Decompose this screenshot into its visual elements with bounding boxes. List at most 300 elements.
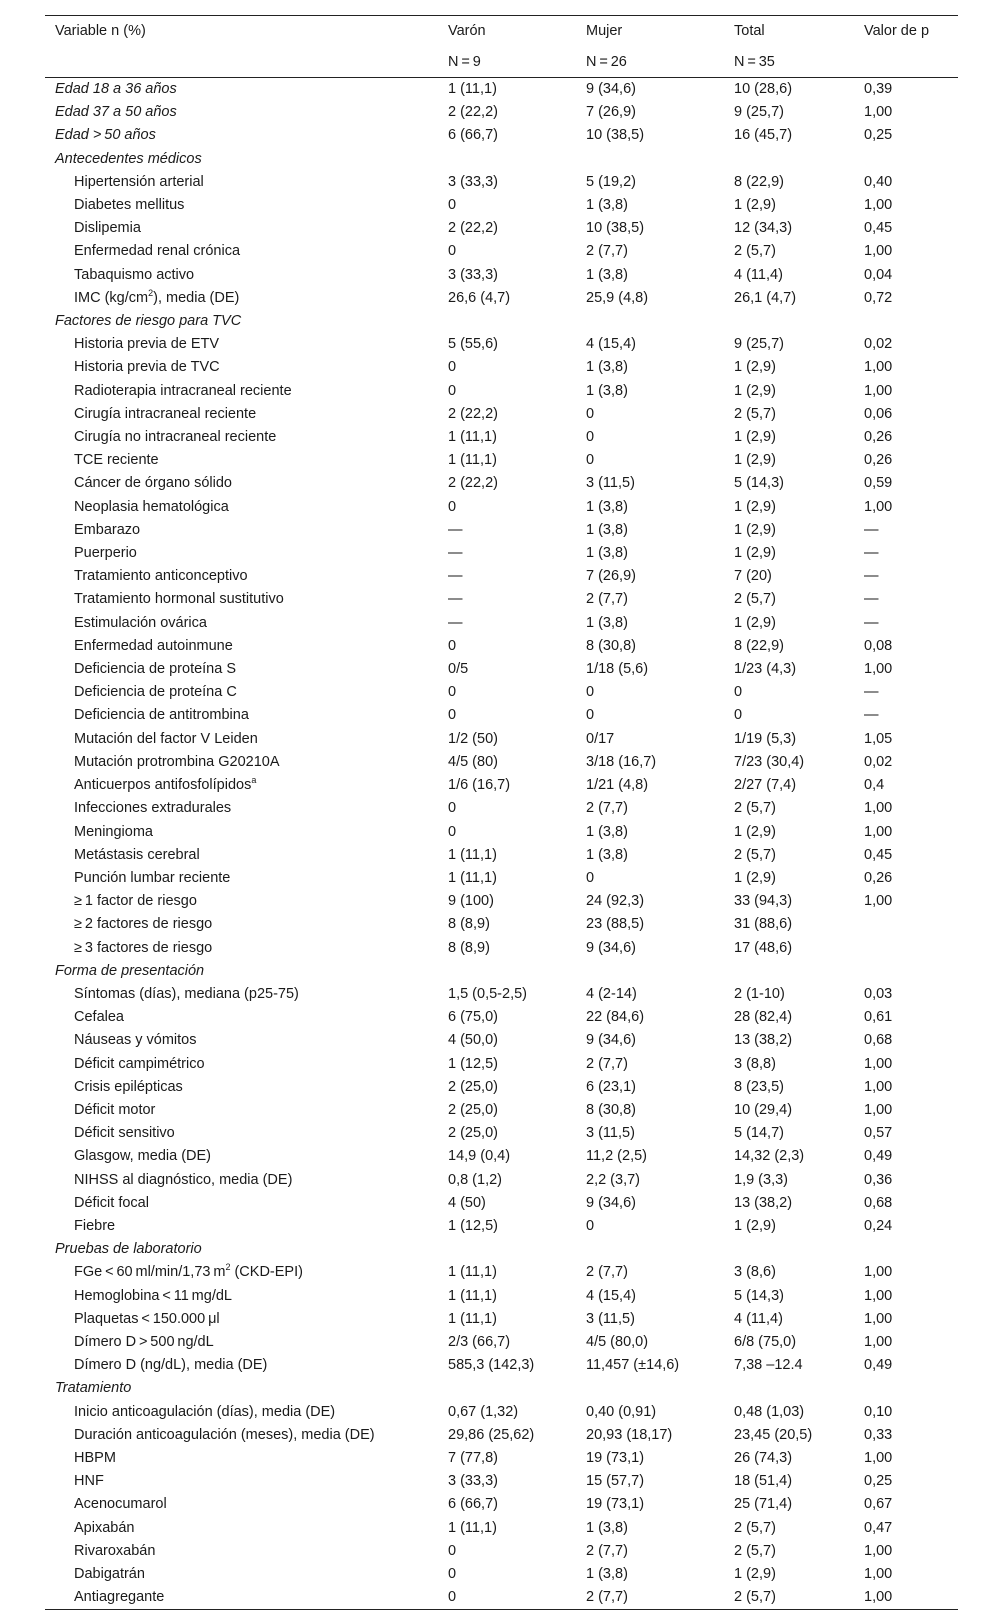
total-value: 1 (2,9) bbox=[734, 197, 776, 214]
total-value: 12 (34,3) bbox=[734, 220, 793, 237]
total-value: 23,45 (20,5) bbox=[734, 1426, 813, 1443]
female-value bbox=[576, 1238, 724, 1261]
variable-label bbox=[45, 728, 438, 751]
table-header bbox=[45, 16, 958, 78]
variable-label bbox=[45, 1447, 438, 1470]
male-value: 0,67 (1,32) bbox=[448, 1403, 519, 1420]
table-row bbox=[45, 1261, 958, 1284]
label-text: FGe < 60 ml/min/1,73 m bbox=[74, 1264, 226, 1281]
total-value bbox=[724, 310, 854, 333]
total-value: 1 (2,9) bbox=[734, 869, 776, 886]
label-text: NIHSS al diagnóstico, media (DE) bbox=[74, 1171, 293, 1188]
table-row bbox=[45, 1122, 958, 1145]
total-value: 16 (45,7) bbox=[734, 127, 793, 144]
p-value: 0,45 bbox=[864, 846, 893, 863]
female-value bbox=[576, 1377, 724, 1400]
table-row bbox=[45, 333, 958, 356]
female-value: 1/21 (4,8) bbox=[586, 777, 649, 794]
table-container bbox=[45, 15, 958, 1610]
variable-label bbox=[45, 217, 438, 240]
total-value: 4 (11,4) bbox=[734, 266, 783, 283]
table-row bbox=[45, 472, 958, 495]
variable-label bbox=[45, 867, 438, 890]
total-value: 26 (74,3) bbox=[734, 1449, 793, 1466]
table-row bbox=[45, 426, 958, 449]
variable-label bbox=[45, 1145, 438, 1168]
variable-label bbox=[45, 1540, 438, 1563]
total-value: 7 (20) bbox=[734, 568, 772, 585]
p-value: 0,06 bbox=[864, 405, 893, 422]
table-row bbox=[45, 1006, 958, 1029]
section-label bbox=[45, 1238, 438, 1261]
p-value: 0,08 bbox=[864, 637, 893, 654]
variable-label bbox=[45, 240, 438, 263]
male-value: 0 bbox=[448, 382, 457, 399]
variable-label bbox=[45, 1215, 438, 1238]
table-row bbox=[45, 821, 958, 844]
table-row bbox=[45, 913, 958, 936]
label-text: Dímero D (ng/dL), media (DE) bbox=[74, 1357, 268, 1374]
female-value: 1 (3,8) bbox=[586, 846, 628, 863]
p-value: 1,00 bbox=[864, 800, 893, 817]
total-value: 7,38 –12.4 bbox=[734, 1357, 803, 1374]
label-text: Déficit motor bbox=[74, 1101, 156, 1118]
female-value: 15 (57,7) bbox=[586, 1473, 645, 1490]
label-text: Factores de riesgo para TVC bbox=[55, 313, 242, 330]
female-value: 2 (7,7) bbox=[586, 1055, 628, 1072]
table-row bbox=[45, 264, 958, 287]
total-value: 0,48 (1,03) bbox=[734, 1403, 805, 1420]
p-value: 0,25 bbox=[864, 1473, 893, 1490]
table-row bbox=[45, 519, 958, 542]
label-text: Diabetes mellitus bbox=[74, 197, 185, 214]
male-value: 5 (55,6) bbox=[448, 336, 498, 353]
female-value: 1 (3,8) bbox=[586, 1566, 628, 1582]
label-superscript: 2 bbox=[148, 288, 154, 298]
male-value: 14,9 (0,4) bbox=[448, 1148, 511, 1165]
female-value: 2,2 (3,7) bbox=[586, 1171, 640, 1188]
label-tail: ), media (DE) bbox=[153, 289, 240, 306]
male-value: 0 bbox=[448, 197, 457, 214]
variable-label bbox=[45, 797, 438, 820]
variable-label bbox=[45, 287, 438, 310]
label-text: Deficiencia de antitrombina bbox=[74, 707, 249, 724]
variable-label bbox=[45, 681, 438, 704]
p-value: — bbox=[864, 614, 879, 631]
female-value: 1 (3,8) bbox=[586, 498, 628, 515]
female-value: 1 (3,8) bbox=[586, 521, 628, 538]
male-value: 9 (100) bbox=[448, 893, 494, 910]
male-value: 1 (12,5) bbox=[448, 1055, 498, 1072]
p-value: 1,00 bbox=[864, 104, 893, 121]
total-value: 8 (22,9) bbox=[734, 173, 784, 190]
male-value: 0/5 bbox=[448, 661, 469, 678]
total-value: 5 (14,7) bbox=[734, 1125, 784, 1142]
label-text: Glasgow, media (DE) bbox=[74, 1148, 211, 1165]
p-value: — bbox=[864, 591, 879, 608]
section-label bbox=[45, 310, 438, 333]
p-value: 1,00 bbox=[864, 1287, 893, 1304]
female-value bbox=[576, 148, 724, 171]
variable-label bbox=[45, 124, 438, 147]
table-row bbox=[45, 1447, 958, 1470]
variable-label bbox=[45, 821, 438, 844]
section-header-row bbox=[45, 148, 958, 171]
label-text: ≥ 2 factores de riesgo bbox=[74, 916, 213, 933]
total-value: 9 (25,7) bbox=[734, 104, 784, 121]
p-value: 1,00 bbox=[864, 1310, 893, 1327]
variable-label bbox=[45, 704, 438, 727]
male-value: 0 bbox=[448, 1542, 457, 1559]
p-value: 1,00 bbox=[864, 359, 893, 376]
male-value: 2 (25,0) bbox=[448, 1078, 498, 1095]
variable-label bbox=[45, 1586, 438, 1610]
female-value: 5 (19,2) bbox=[586, 173, 636, 190]
p-value: 0,68 bbox=[864, 1032, 893, 1049]
variable-label bbox=[45, 403, 438, 426]
variable-label bbox=[45, 356, 438, 379]
total-value: 0 bbox=[734, 707, 743, 724]
table-row bbox=[45, 217, 958, 240]
female-value: 0/17 bbox=[586, 730, 615, 747]
p-value bbox=[854, 148, 958, 171]
p-value: 0,10 bbox=[864, 1403, 893, 1420]
total-value: 1 (2,9) bbox=[734, 823, 776, 840]
table-row bbox=[45, 1586, 958, 1610]
male-value: 6 (66,7) bbox=[448, 1496, 498, 1513]
section-header-row bbox=[45, 960, 958, 983]
p-value: 1,00 bbox=[864, 1589, 893, 1606]
variable-label bbox=[45, 1401, 438, 1424]
variable-label bbox=[45, 1563, 438, 1586]
variable-label bbox=[45, 542, 438, 565]
male-value: 0 bbox=[448, 637, 457, 654]
male-value: 0 bbox=[448, 243, 457, 260]
p-value: 0,67 bbox=[864, 1496, 893, 1513]
header-female: Mujer bbox=[586, 23, 623, 39]
section-label bbox=[45, 1377, 438, 1400]
male-value: 1 (11,1) bbox=[448, 1287, 497, 1304]
female-value: 1/18 (5,6) bbox=[586, 661, 649, 678]
table-row bbox=[45, 287, 958, 310]
p-value: 0,40 bbox=[864, 173, 893, 190]
label-text: HBPM bbox=[74, 1449, 116, 1466]
table-row bbox=[45, 1029, 958, 1052]
total-value bbox=[724, 148, 854, 171]
table-row bbox=[45, 1308, 958, 1331]
table-row bbox=[45, 240, 958, 263]
table-row bbox=[45, 983, 958, 1006]
variable-label bbox=[45, 1517, 438, 1540]
variable-label bbox=[45, 1424, 438, 1447]
female-value: 2 (7,7) bbox=[586, 1264, 628, 1281]
table-row bbox=[45, 403, 958, 426]
header-n-row bbox=[45, 47, 958, 78]
p-value: 0,4 bbox=[864, 777, 885, 794]
total-value: 13 (38,2) bbox=[734, 1032, 793, 1049]
male-value: 0 bbox=[448, 1566, 457, 1582]
total-value: 33 (94,3) bbox=[734, 893, 793, 910]
male-value: 1 (11,1) bbox=[448, 452, 497, 469]
female-value: 2 (7,7) bbox=[586, 1542, 628, 1559]
label-text: Embarazo bbox=[74, 521, 141, 538]
p-value: 1,00 bbox=[864, 1078, 893, 1095]
total-value: 1 (2,9) bbox=[734, 1566, 776, 1582]
female-value: 24 (92,3) bbox=[586, 893, 645, 910]
female-value: 0 bbox=[586, 405, 595, 422]
label-superscript: 2 bbox=[225, 1262, 231, 1273]
male-value: 3 (33,3) bbox=[448, 266, 498, 283]
label-superscript: a bbox=[251, 775, 257, 786]
male-value: 1/6 (16,7) bbox=[448, 777, 511, 794]
p-value: 0,39 bbox=[864, 81, 893, 97]
female-value: 3/18 (16,7) bbox=[586, 753, 657, 770]
variable-label bbox=[45, 194, 438, 217]
p-value: 0,68 bbox=[864, 1194, 893, 1211]
label-text: Déficit focal bbox=[74, 1194, 149, 1211]
variable-label bbox=[45, 1285, 438, 1308]
total-value: 10 (29,4) bbox=[734, 1101, 793, 1118]
p-value: 1,00 bbox=[864, 382, 893, 399]
total-value: 1 (2,9) bbox=[734, 1217, 776, 1234]
p-value: 0,33 bbox=[864, 1426, 893, 1443]
table-row bbox=[45, 867, 958, 890]
total-value bbox=[724, 1238, 854, 1261]
p-value: 0,61 bbox=[864, 1009, 893, 1026]
label-text: Enfermedad autoinmune bbox=[74, 637, 233, 654]
male-value: 0 bbox=[448, 823, 457, 840]
label-text: Cáncer de órgano sólido bbox=[74, 475, 232, 492]
female-value: 6 (23,1) bbox=[586, 1078, 636, 1095]
variable-label bbox=[45, 774, 438, 797]
header-variable: Variable n (%) bbox=[55, 23, 146, 39]
variable-label bbox=[45, 1192, 438, 1215]
variable-label bbox=[45, 588, 438, 611]
label-text: Hemoglobina < 11 mg/dL bbox=[74, 1287, 232, 1304]
table-row bbox=[45, 1285, 958, 1308]
variable-label bbox=[45, 380, 438, 403]
male-value: 1/2 (50) bbox=[448, 730, 498, 747]
variable-label bbox=[45, 1493, 438, 1516]
label-text: ≥ 1 factor de riesgo bbox=[74, 893, 197, 910]
male-value bbox=[438, 1238, 576, 1261]
label-text: Mutación del factor V Leiden bbox=[74, 730, 258, 747]
p-value: — bbox=[864, 568, 879, 585]
male-value: 1 (11,1) bbox=[448, 81, 497, 97]
p-value: 0,59 bbox=[864, 475, 893, 492]
p-value: 0,04 bbox=[864, 266, 893, 283]
total-value: 2 (5,7) bbox=[734, 591, 776, 608]
variable-label bbox=[45, 1099, 438, 1122]
female-value: 0 bbox=[586, 429, 595, 446]
table-row bbox=[45, 588, 958, 611]
male-value: 1 (11,1) bbox=[448, 429, 497, 446]
header-n-total: N = 35 bbox=[724, 47, 854, 78]
male-value bbox=[438, 310, 576, 333]
table-row bbox=[45, 1540, 958, 1563]
variable-label bbox=[45, 171, 438, 194]
label-text: Dislipemia bbox=[74, 220, 141, 237]
total-value: 6/8 (75,0) bbox=[734, 1333, 797, 1350]
label-text: Puerperio bbox=[74, 545, 137, 562]
total-value: 7/23 (30,4) bbox=[734, 753, 805, 770]
label-text: Deficiencia de proteína C bbox=[74, 684, 237, 701]
label-text: Duración anticoagulación (meses), media (DE) bbox=[74, 1426, 375, 1443]
female-value: 1 (3,8) bbox=[586, 1519, 628, 1536]
p-value: — bbox=[864, 521, 879, 538]
label-text: Tratamiento anticonceptivo bbox=[74, 568, 248, 585]
table-row bbox=[45, 1215, 958, 1238]
female-value: 3 (11,5) bbox=[586, 1125, 635, 1142]
variable-label bbox=[45, 472, 438, 495]
total-value: 2 (1-10) bbox=[734, 985, 785, 1002]
p-value bbox=[854, 1238, 958, 1261]
label-text: Hipertensión arterial bbox=[74, 173, 204, 190]
table-row bbox=[45, 728, 958, 751]
p-value: 0,49 bbox=[864, 1148, 893, 1165]
label-text: Fiebre bbox=[74, 1217, 116, 1234]
label-text: Plaquetas < 150.000 μl bbox=[74, 1310, 220, 1327]
label-text: Neoplasia hematológica bbox=[74, 498, 229, 515]
male-value: — bbox=[448, 591, 463, 608]
female-value: 9 (34,6) bbox=[586, 1194, 636, 1211]
data-table bbox=[45, 15, 958, 1610]
male-value: 0 bbox=[448, 1589, 457, 1606]
total-value: 1 (2,9) bbox=[734, 452, 776, 469]
label-text: Metástasis cerebral bbox=[74, 846, 200, 863]
female-value: 1 (3,8) bbox=[586, 197, 628, 214]
table-row bbox=[45, 681, 958, 704]
male-value: 1,5 (0,5-2,5) bbox=[448, 985, 527, 1002]
male-value: 3 (33,3) bbox=[448, 173, 498, 190]
variable-label bbox=[45, 264, 438, 287]
label-text: Náuseas y vómitos bbox=[74, 1032, 197, 1049]
label-text: Meningioma bbox=[74, 823, 153, 840]
total-value bbox=[724, 960, 854, 983]
male-value bbox=[438, 960, 576, 983]
label-text: Tratamiento bbox=[55, 1380, 132, 1397]
p-value: 0,25 bbox=[864, 127, 893, 144]
total-value: 8 (23,5) bbox=[734, 1078, 784, 1095]
female-value: 4/5 (80,0) bbox=[586, 1333, 649, 1350]
label-text: Cefalea bbox=[74, 1009, 124, 1026]
total-value: 1 (2,9) bbox=[734, 429, 776, 446]
male-value: 1 (12,5) bbox=[448, 1217, 498, 1234]
header-blank bbox=[45, 47, 438, 78]
p-value: 0,03 bbox=[864, 985, 893, 1002]
total-value: 13 (38,2) bbox=[734, 1194, 793, 1211]
female-value: 2 (7,7) bbox=[586, 1589, 628, 1606]
table-row bbox=[45, 1145, 958, 1168]
variable-label bbox=[45, 1053, 438, 1076]
table-row bbox=[45, 1517, 958, 1540]
table-row bbox=[45, 124, 958, 147]
section-header-row bbox=[45, 1377, 958, 1400]
label-text: Inicio anticoagulación (días), media (DE) bbox=[74, 1403, 336, 1420]
table-row bbox=[45, 565, 958, 588]
p-value: 1,00 bbox=[864, 1101, 893, 1118]
header-blank bbox=[854, 47, 958, 78]
male-value: 1 (11,1) bbox=[448, 846, 497, 863]
table-row bbox=[45, 1099, 958, 1122]
table-row bbox=[45, 751, 958, 774]
table-row bbox=[45, 635, 958, 658]
p-value: — bbox=[864, 707, 879, 724]
variable-label bbox=[45, 1261, 438, 1284]
label-text: Historia previa de TVC bbox=[74, 359, 220, 376]
male-value: 0 bbox=[448, 707, 457, 724]
female-value: 20,93 (18,17) bbox=[586, 1426, 673, 1443]
p-value bbox=[854, 913, 958, 936]
male-value: 2/3 (66,7) bbox=[448, 1333, 511, 1350]
male-value: 2 (22,2) bbox=[448, 104, 498, 121]
header-pvalue: Valor de p bbox=[864, 23, 930, 39]
variable-label bbox=[45, 1354, 438, 1377]
total-value: 1 (2,9) bbox=[734, 545, 776, 562]
total-value: 31 (88,6) bbox=[734, 916, 793, 933]
total-value: 1 (2,9) bbox=[734, 382, 776, 399]
p-value: 1,00 bbox=[864, 197, 893, 214]
section-header-row bbox=[45, 1238, 958, 1261]
female-value: 4 (2-14) bbox=[586, 985, 637, 1002]
female-value bbox=[576, 960, 724, 983]
label-text: Rivaroxabán bbox=[74, 1542, 156, 1559]
male-value: 2 (22,2) bbox=[448, 220, 498, 237]
male-value: — bbox=[448, 568, 463, 585]
variable-label bbox=[45, 1308, 438, 1331]
table-row bbox=[45, 1192, 958, 1215]
variable-label bbox=[45, 426, 438, 449]
total-value: 10 (28,6) bbox=[734, 81, 793, 97]
total-value: 25 (71,4) bbox=[734, 1496, 793, 1513]
p-value: 1,00 bbox=[864, 893, 893, 910]
total-value: 2 (5,7) bbox=[734, 800, 776, 817]
variable-label bbox=[45, 1122, 438, 1145]
section-label bbox=[45, 148, 438, 171]
label-text: Acenocumarol bbox=[74, 1496, 167, 1513]
female-value: 25,9 (4,8) bbox=[586, 289, 649, 306]
female-value: 0 bbox=[586, 707, 595, 724]
female-value bbox=[576, 310, 724, 333]
label-text: ≥ 3 factores de riesgo bbox=[74, 939, 213, 956]
total-value: 3 (8,8) bbox=[734, 1055, 776, 1072]
table-row bbox=[45, 449, 958, 472]
male-value: 1 (11,1) bbox=[448, 869, 497, 886]
total-value: 26,1 (4,7) bbox=[734, 289, 797, 306]
header-row bbox=[45, 16, 958, 48]
total-value: 2 (5,7) bbox=[734, 405, 776, 422]
p-value: 0,36 bbox=[864, 1171, 893, 1188]
total-value: 1 (2,9) bbox=[734, 498, 776, 515]
total-value: 2/27 (7,4) bbox=[734, 777, 797, 794]
female-value: 0 bbox=[586, 1217, 595, 1234]
male-value bbox=[438, 148, 576, 171]
label-text: Punción lumbar reciente bbox=[74, 869, 231, 886]
female-value: 10 (38,5) bbox=[586, 127, 645, 144]
p-value bbox=[854, 937, 958, 960]
label-text: Síntomas (días), mediana (p25-75) bbox=[74, 985, 299, 1002]
table-row bbox=[45, 774, 958, 797]
male-value: 8 (8,9) bbox=[448, 939, 490, 956]
p-value: 1,00 bbox=[864, 1264, 893, 1281]
male-value: 6 (66,7) bbox=[448, 127, 498, 144]
male-value: 4 (50,0) bbox=[448, 1032, 498, 1049]
table-row bbox=[45, 542, 958, 565]
label-text: Déficit sensitivo bbox=[74, 1125, 175, 1142]
male-value: — bbox=[448, 614, 463, 631]
female-value: 1 (3,8) bbox=[586, 382, 628, 399]
female-value: 3 (11,5) bbox=[586, 1310, 635, 1327]
